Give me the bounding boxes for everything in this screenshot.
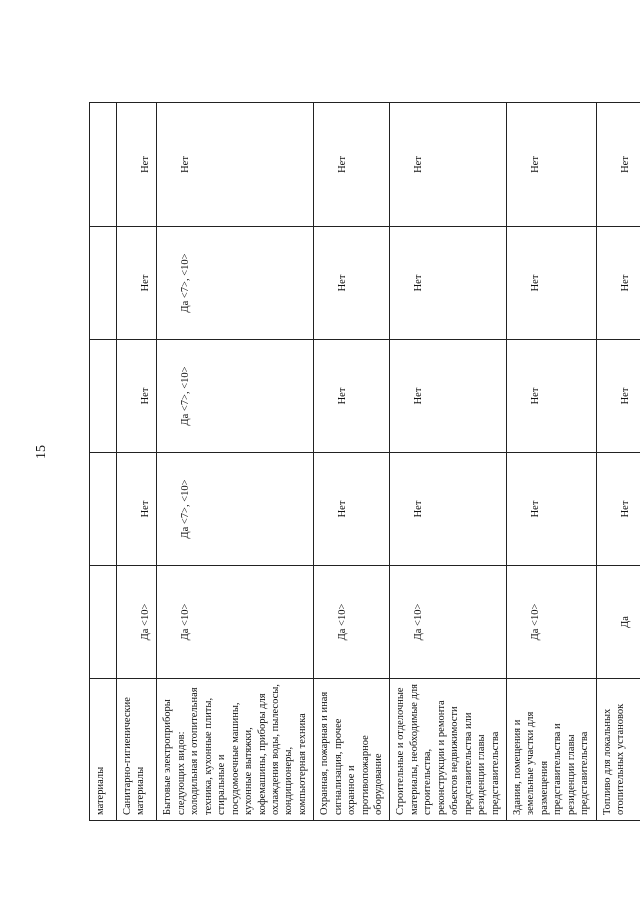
row-name: Бытовые электроприборы следующих видов: холодильная и отопительная техника, кухонные плиты, стиральные и посудомоечные машины, кухонные вытяжки, кофемашины, приборы для охлаждения воды, пылесосы, кондиционеры, компьютерная техника <box>157 679 314 821</box>
cell-value: Да <10> <box>157 566 314 679</box>
row-name: Охранная, пожарная и иная сигнализация, прочее охранное и противопожарное оборудование <box>314 679 390 821</box>
cell-value: Нет <box>117 340 157 453</box>
cell-value: Нет <box>390 340 507 453</box>
cell-value: Нет <box>596 227 640 340</box>
cell-value: Нет <box>314 227 390 340</box>
table-row <box>390 103 507 821</box>
goods-table <box>89 102 640 821</box>
table-row <box>596 103 640 821</box>
cell-value: Нет <box>314 453 390 566</box>
cell-value: Нет <box>596 103 640 227</box>
table-row <box>117 103 157 821</box>
row-name: материалы <box>90 679 117 821</box>
row-name: Санитарно-гигиенические материалы <box>117 679 157 821</box>
cell-value: Да <10> <box>390 566 507 679</box>
cell-value: Да <10> <box>314 566 390 679</box>
cell-value <box>90 103 117 227</box>
cell-value: Нет <box>506 103 596 227</box>
cell-value <box>90 340 117 453</box>
page-number: 15 <box>34 445 49 459</box>
cell-value: Нет <box>596 340 640 453</box>
row-name: Здания, помещения и земельные участки для размещения представительства и резиденции главы представительства <box>506 679 596 821</box>
cell-value: Нет <box>314 103 390 227</box>
rotated-table-container <box>89 103 631 821</box>
table-row <box>90 103 117 821</box>
cell-value: Нет <box>314 340 390 453</box>
cell-value: Нет <box>506 340 596 453</box>
cell-value: Да <7>, <10> <box>157 453 314 566</box>
table-row <box>157 103 314 821</box>
cell-value: Нет <box>390 453 507 566</box>
cell-value <box>90 453 117 566</box>
cell-value: Да <10> <box>506 566 596 679</box>
cell-value: Нет <box>506 453 596 566</box>
cell-value: Да <box>596 566 640 679</box>
cell-value: Нет <box>117 453 157 566</box>
row-name: Топливо для локальных отопительных установок <box>596 679 640 821</box>
cell-value: Нет <box>117 227 157 340</box>
cell-value: Нет <box>390 227 507 340</box>
table-row <box>314 103 390 821</box>
cell-value: Нет <box>117 103 157 227</box>
cell-value: Нет <box>596 453 640 566</box>
cell-value: Да <7>, <10> <box>157 340 314 453</box>
cell-value <box>90 566 117 679</box>
cell-value: Нет <box>390 103 507 227</box>
cell-value <box>90 227 117 340</box>
cell-value: Нет <box>157 103 314 227</box>
row-name: Строительные и отделочные материалы, необходимые для строительства, реконструкции и ремонта объектов недвижимости представительства или резиденции главы представительства <box>390 679 507 821</box>
cell-value: Да <10> <box>117 566 157 679</box>
cell-value: Нет <box>506 227 596 340</box>
cell-value: Да <7>, <10> <box>157 227 314 340</box>
table-row <box>506 103 596 821</box>
